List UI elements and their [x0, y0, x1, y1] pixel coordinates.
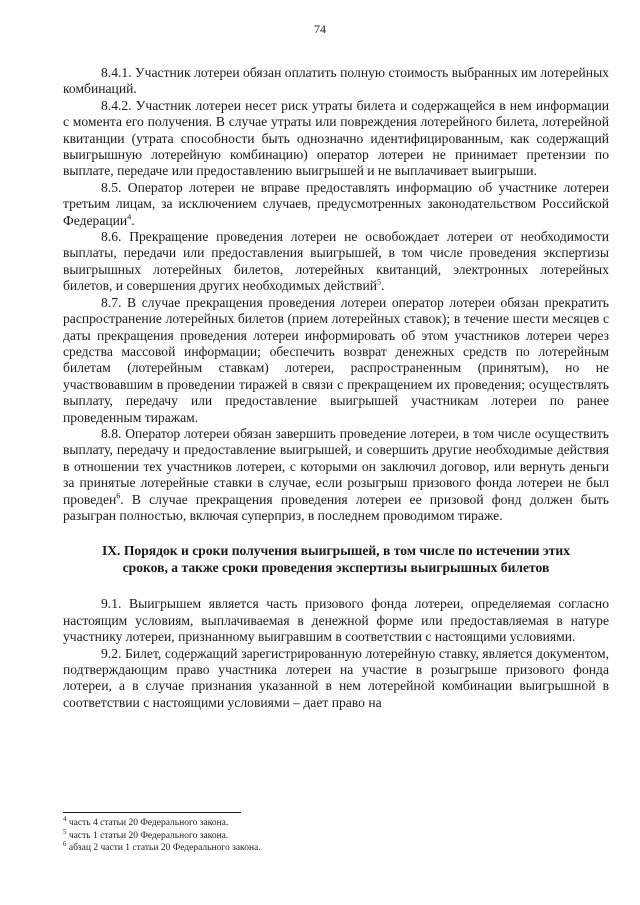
paragraph-8-4-2: 8.4.2. Участник лотереи несет риск утраты билета и содержащейся в нем информации с момента его получения. В случае утраты или повреждения лотерейного билета, лотерейной квитанции (утрата способности быть однозначно идентифицированным, как содержащий выигрышную лотерейную комбинацию) оператор лотереи не принимает претензии по выплате, передаче или предоставлению выигрышей и не выплачивает выигрыши.	[63, 97, 609, 179]
footnote-4: $^4$ часть 4 статьи 20 Федерального закона.	[63, 814, 229, 828]
footnote-ref-6: 6	[116, 491, 121, 501]
paragraph-8-6: 8.6. Прекращение проведения лотереи не освобождает лотереи от необходимости выплаты, передачи или предоставления выигрышей, в том числе проведения экспертизы выигрышных лотерейных билетов, лотерейных квитанций, электронных лотерейных билетов, и совершения других необходимых действий$^5$.	[63, 229, 609, 294]
page-number: 74	[314, 22, 326, 36]
footnotes	[63, 814, 609, 855]
paragraph-8-5: 8.5. Оператор лотереи не вправе предоставлять информацию об участнике лотереи третьим лицам, за исключением случаев, предусмотренных законодательством Российской Федерации$^4$.	[63, 179, 609, 228]
paragraph-8-8: 8.8. Оператор лотереи обязан завершить проведение лотереи, в том числе осуществить выплату, передачу и предоставление выигрышей, и совершить другие необходимые действия в отношении тех участников лотереи, с которыми он заключил договор, или вернуть деньги за принятые лотерейные ставки в случае, если розыгрыш призового фонда лотереи не был проведен$^6$. В случае прекращения проведения лотереи ее призовой фонд должен быть разыгран полностью, включая суперприз, в последнем проводимом тираже.	[63, 425, 609, 523]
document-body	[63, 65, 609, 711]
footnote-divider	[63, 812, 241, 813]
paragraph-9-2: 9.2. Билет, содержащий зарегистрированную лотерейную ставку, является документом, подтверждающим право участника лотереи на участие в розыгрыше призового фонда лотереи, а в случае признания указанной в нем лотерейной комбинации выигрышной в соответствии с настоящими условиями – дает право на	[63, 645, 609, 710]
footnote-ref-5: 5	[377, 277, 382, 287]
section-heading-ix: IX. Порядок и сроки получения выигрышей, в том числе по истечении этих сроков, а также сроки проведения экспертизы выигрышных билетов	[101, 543, 571, 576]
paragraph-8-4-1: 8.4.1. Участник лотереи обязан оплатить полную стоимость выбранных им лотерейных комбинаций.	[63, 65, 609, 97]
paragraph-9-1: 9.1. Выигрышем является часть призового фонда лотереи, определяемая согласно настоящим условиям, выплачиваемая в денежной форме или предоставляемая в натуре участнику лотереи, признанному выигравшим в соответствии с настоящими условиями.	[63, 596, 609, 645]
footnote-ref-4: 4	[127, 212, 132, 222]
paragraph-8-7: 8.7. В случае прекращения проведения лотереи оператор лотереи обязан прекратить распространение лотерейных билетов (прием лотерейных ставок); в течение шести месяцев с даты прекращения проведения лотереи информировать об этом участников лотереи через средства массовой информации; обеспечить возврат денежных средств по лотерейным билетам (лотерейным ставкам) лотереи, распространенным (принятым), но не участвовавшим в проведении тиражей в связи с прекращением их проведения; осуществлять выплату, передачу или предоставление выигрышей участникам лотереи по ранее проведенным тиражам.	[63, 294, 609, 425]
footnote-5: $^5$ часть 1 статьи 20 Федерального закона.	[63, 827, 229, 841]
footnote-6: $^6$ абзац 2 части 1 статьи 20 Федерального закона.	[63, 840, 261, 854]
